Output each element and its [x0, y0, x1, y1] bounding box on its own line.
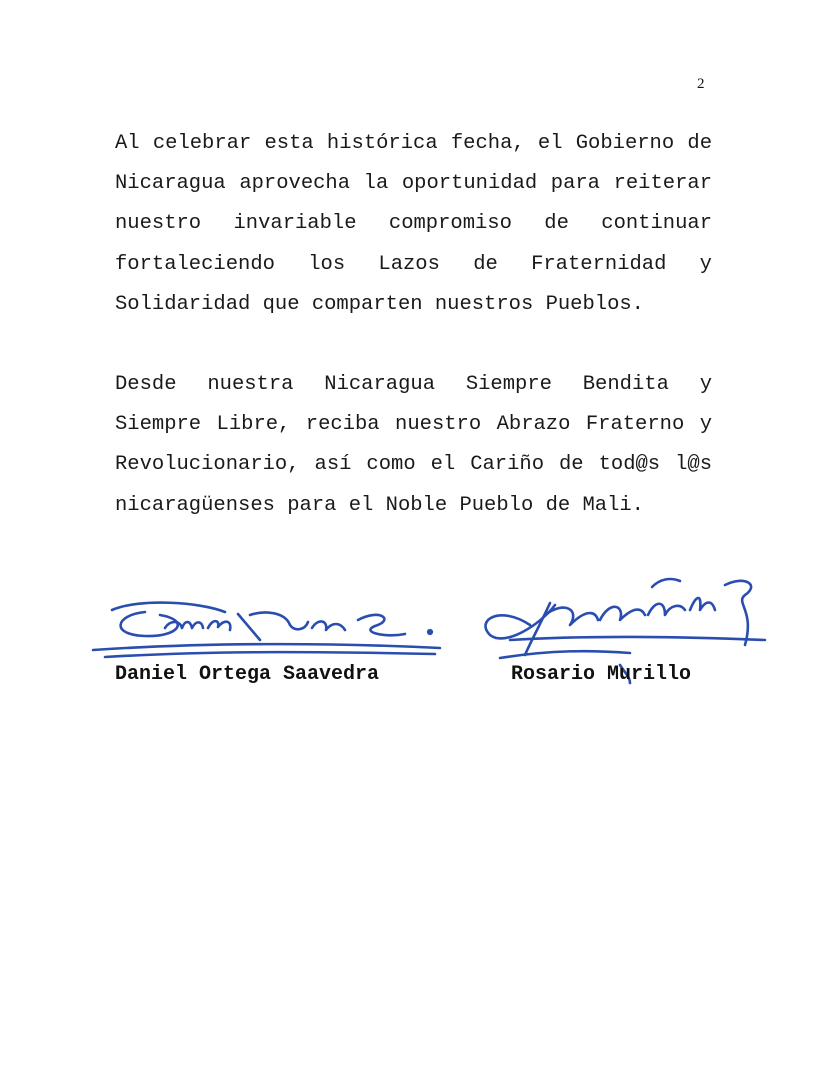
signature-block-ortega: [90, 590, 450, 700]
page-number: 2: [697, 76, 705, 92]
signer-name-ortega: Daniel Ortega Saavedra: [115, 663, 380, 686]
signer-name-murillo: Rosario Murillo: [511, 663, 692, 686]
paragraph-greeting: Desde nuestra Nicaragua Siempre Bendita y Siempre Libre, reciba nuestro Abrazo Fraterno y Revolucionario, así como el Cariño de tod@s l@s nicaragüenses para el Noble Pueblo de Mali.: [115, 373, 712, 517]
paragraph-celebration: Al celebrar esta histórica fecha, el Gobierno de Nicaragua aprovecha la oportunidad para reiterar nuestro invariable compromiso de continuar fortaleciendo los Lazos de Fraternidad y Solidaridad que comparten nuestros Pueblos.: [115, 132, 712, 316]
handwritten-signature-ortega: [90, 590, 450, 665]
signature-block-murillo: [470, 565, 770, 700]
